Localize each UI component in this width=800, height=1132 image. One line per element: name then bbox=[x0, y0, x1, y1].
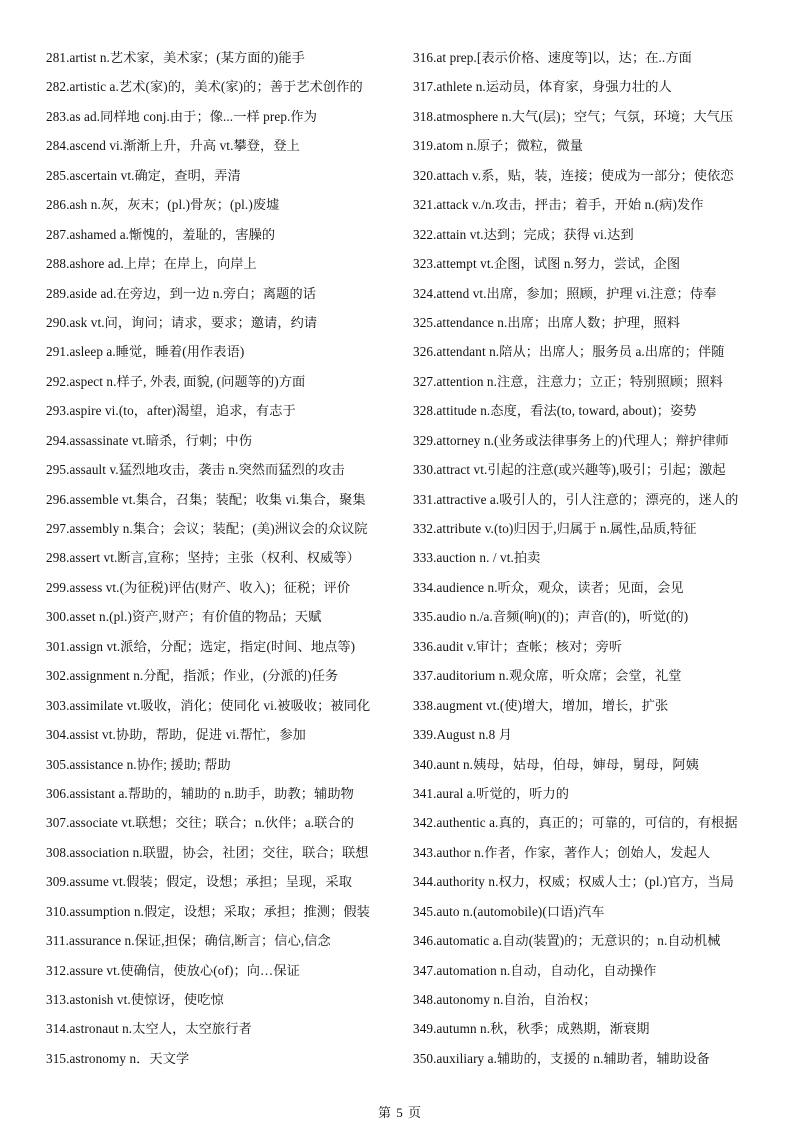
vocab-entry: 332.attribute v.(to)归因于,归属于 n.属性,品质,特征 bbox=[413, 521, 697, 536]
vocab-entry: 318.atmosphere n.大气(层)；空气；气氛，环境；大气压 bbox=[413, 108, 734, 124]
vocab-entry: 333.auction n. / vt.拍卖 bbox=[413, 550, 541, 566]
vocab-entry: 341.aural a.听觉的，听力的 bbox=[413, 785, 570, 801]
vocab-entry: 316.at prep.[表示价格、速度等]以，达；在..方面 bbox=[413, 50, 692, 65]
vocab-entry: 343.author n.作者，作家，著作人；创始人，发起人 bbox=[413, 844, 711, 860]
vocab-entry: 310.assumption n.假定，设想；采取；承担；推测；假装 bbox=[46, 903, 370, 919]
left-column bbox=[46, 43, 406, 1073]
vocab-entry: 304.assist vt.协助，帮助，促进 vi.帮忙，参加 bbox=[46, 727, 306, 743]
vocab-entry: 315.astronomy n．天文学 bbox=[46, 1050, 190, 1066]
vocab-entry: 299.assess vt.(为征税)评估(财产、收入)；征税；评价 bbox=[46, 579, 351, 595]
vocab-entry: 288.ashore ad.上岸；在岸上，向岸上 bbox=[46, 256, 257, 272]
vocab-entry: 295.assault v.猛烈地攻击，袭击 n.突然而猛烈的攻击 bbox=[46, 462, 345, 478]
vocab-entry: 335.audio n./a.音频(响)(的)；声音(的)，听觉(的) bbox=[413, 609, 689, 625]
vocab-entry: 306.assistant a.帮助的，辅助的 n.助手，助教；辅助物 bbox=[46, 785, 354, 801]
vocab-entry: 294.assassinate vt.暗杀，行刺；中伤 bbox=[46, 432, 252, 448]
vocab-entry: 334.audience n.听众，观众，读者；见面，会见 bbox=[413, 579, 684, 595]
vocab-entry: 282.artistic a.艺术(家)的，美术(家)的；善于艺术创作的 bbox=[46, 79, 363, 95]
vocab-entry: 303.assimilate vt.吸收，消化；使同化 vi.被吸收；被同化 bbox=[46, 697, 371, 713]
vocab-entry: 283.as ad.同样地 conj.由于；像...一样 prep.作为 bbox=[46, 108, 317, 124]
vocab-entry: 297.assembly n.集合；会议；装配；(美)洲议会的众议院 bbox=[46, 521, 368, 536]
vocab-entry: 330.attract vt.引起的注意(或兴趣等),吸引；引起；激起 bbox=[413, 462, 726, 478]
vocab-entry: 328.attitude n.态度，看法(to, toward, about)；姿势 bbox=[413, 403, 697, 419]
vocab-entry: 287.ashamed a.惭愧的，羞耻的，害臊的 bbox=[46, 226, 276, 242]
vocab-entry: 324.attend vt.出席，参加；照顾，护理 vi.注意；侍奉 bbox=[413, 285, 717, 301]
vocab-entry: 336.audit v.审计；查帐；核对；旁听 bbox=[413, 638, 623, 654]
vocab-entry: 302.assignment n.分配，指派；作业，(分派的)任务 bbox=[46, 668, 339, 684]
vocab-entry: 348.autonomy n.自治，自治权； bbox=[413, 992, 597, 1007]
vocab-entry: 309.assume vt.假装；假定，设想；承担；呈现，采取 bbox=[46, 874, 353, 890]
vocab-entry: 286.ash n.灰，灰末；(pl.)骨灰；(pl.)废墟 bbox=[46, 197, 280, 213]
vocab-entry: 339.August n.8 月 bbox=[413, 727, 513, 743]
vocab-entry: 308.association n.联盟，协会，社团；交往，联合；联想 bbox=[46, 844, 369, 860]
vocab-entry: 292.aspect n.样子, 外表, 面貌, (问题等的)方面 bbox=[46, 373, 306, 389]
vocab-entry: 290.ask vt.问，询问；请求，要求；邀请，约请 bbox=[46, 314, 318, 330]
vocab-entry: 323.attempt vt.企图，试图 n.努力，尝试，企图 bbox=[413, 256, 681, 272]
vocab-entry: 347.automation n.自动，自动化，自动操作 bbox=[413, 962, 657, 978]
vocab-entry: 291.asleep a.睡觉，睡着(用作表语) bbox=[46, 344, 245, 360]
vocab-entry: 342.authentic a.真的，真正的；可靠的，可信的，有根据 bbox=[413, 815, 738, 831]
vocab-entry: 329.attorney n.(业务或法律事务上的)代理人；辩护律师 bbox=[413, 432, 729, 448]
vocab-entry: 311.assurance n.保证,担保；确信,断言；信心,信念 bbox=[46, 933, 331, 949]
vocab-entry: 320.attach v.系，贴，装，连接；使成为一部分；使依恋 bbox=[413, 167, 734, 183]
vocab-entry: 321.attack v./n.攻击，抨击；着手，开始 n.(病)发作 bbox=[413, 197, 704, 213]
vocab-entry: 307.associate vt.联想；交往；联合；n.伙伴；a.联合的 bbox=[46, 815, 354, 831]
vocab-entry: 285.ascertain vt.确定，查明，弄清 bbox=[46, 167, 241, 183]
vocab-entry: 313.astonish vt.使惊讶，使吃惊 bbox=[46, 992, 224, 1007]
vocab-entry: 300.asset n.(pl.)资产,财产；有价值的物品；天赋 bbox=[46, 609, 322, 625]
vocab-entry: 326.attendant n.陪从；出席人；服务员 a.出席的；伴随 bbox=[413, 344, 725, 360]
vocab-entry: 340.aunt n.姨母，姑母，伯母，婶母，舅母，阿姨 bbox=[413, 756, 699, 772]
vocab-entry: 327.attention n.注意，注意力；立正；特别照顾；照料 bbox=[413, 373, 723, 389]
vocab-entry: 350.auxiliary a.辅助的，支援的 n.辅助者，辅助设备 bbox=[413, 1050, 710, 1066]
vocab-entry: 284.ascend vi.渐渐上升，升高 vt.攀登，登上 bbox=[46, 138, 300, 154]
vocab-entry: 298.assert vt.断言,宣称；坚持；主张（权利、权威等） bbox=[46, 550, 360, 566]
vocab-entry: 296.assemble vt.集合，召集；装配；收集 vi.集合，聚集 bbox=[46, 491, 366, 507]
vocab-entry: 301.assign vt.派给，分配；选定，指定(时间、地点等) bbox=[46, 638, 356, 654]
right-column bbox=[413, 43, 763, 1073]
vocab-entry: 345.auto n.(automobile)(口语)汽车 bbox=[413, 903, 605, 919]
vocab-entry: 289.aside ad.在旁边，到一边 n.旁白；离题的话 bbox=[46, 285, 317, 301]
vocab-entry: 293.aspire vi.(to，after)渴望，追求，有志于 bbox=[46, 403, 296, 419]
vocab-entry: 317.athlete n.运动员，体育家，身强力壮的人 bbox=[413, 79, 672, 95]
vocab-entry: 314.astronaut n.太空人，太空旅行者 bbox=[46, 1021, 252, 1037]
vocab-entry: 322.attain vt.达到；完成；获得 vi.达到 bbox=[413, 226, 634, 242]
vocab-entry: 338.augment vt.(使)增大，增加，增长，扩张 bbox=[413, 697, 669, 713]
page-footer: 第 5 页 bbox=[377, 1105, 422, 1120]
vocab-entry: 337.auditorium n.观众席，听众席；会堂，礼堂 bbox=[413, 668, 682, 684]
vocab-entry: 331.attractive a.吸引人的，引人注意的；漂亮的，迷人的 bbox=[413, 491, 739, 507]
vocab-entry: 281.artist n.艺术家，美术家；(某方面的)能手 bbox=[46, 50, 305, 65]
vocab-entry: 312.assure vt.使确信，使放心(of)；向…保证 bbox=[46, 962, 300, 978]
vocab-entry: 319.atom n.原子；微粒，微量 bbox=[413, 138, 584, 154]
vocab-entry: 305.assistance n.协作; 援助; 帮助 bbox=[46, 756, 231, 772]
vocab-entry: 346.automatic a.自动(装置)的；无意识的；n.自动机械 bbox=[413, 933, 721, 949]
vocab-entry: 325.attendance n.出席；出席人数；护理，照料 bbox=[413, 314, 681, 330]
vocab-entry: 349.autumn n.秋，秋季；成熟期，渐衰期 bbox=[413, 1021, 650, 1037]
vocab-entry: 344.authority n.权力，权威；权威人士；(pl.)官方，当局 bbox=[413, 874, 734, 890]
